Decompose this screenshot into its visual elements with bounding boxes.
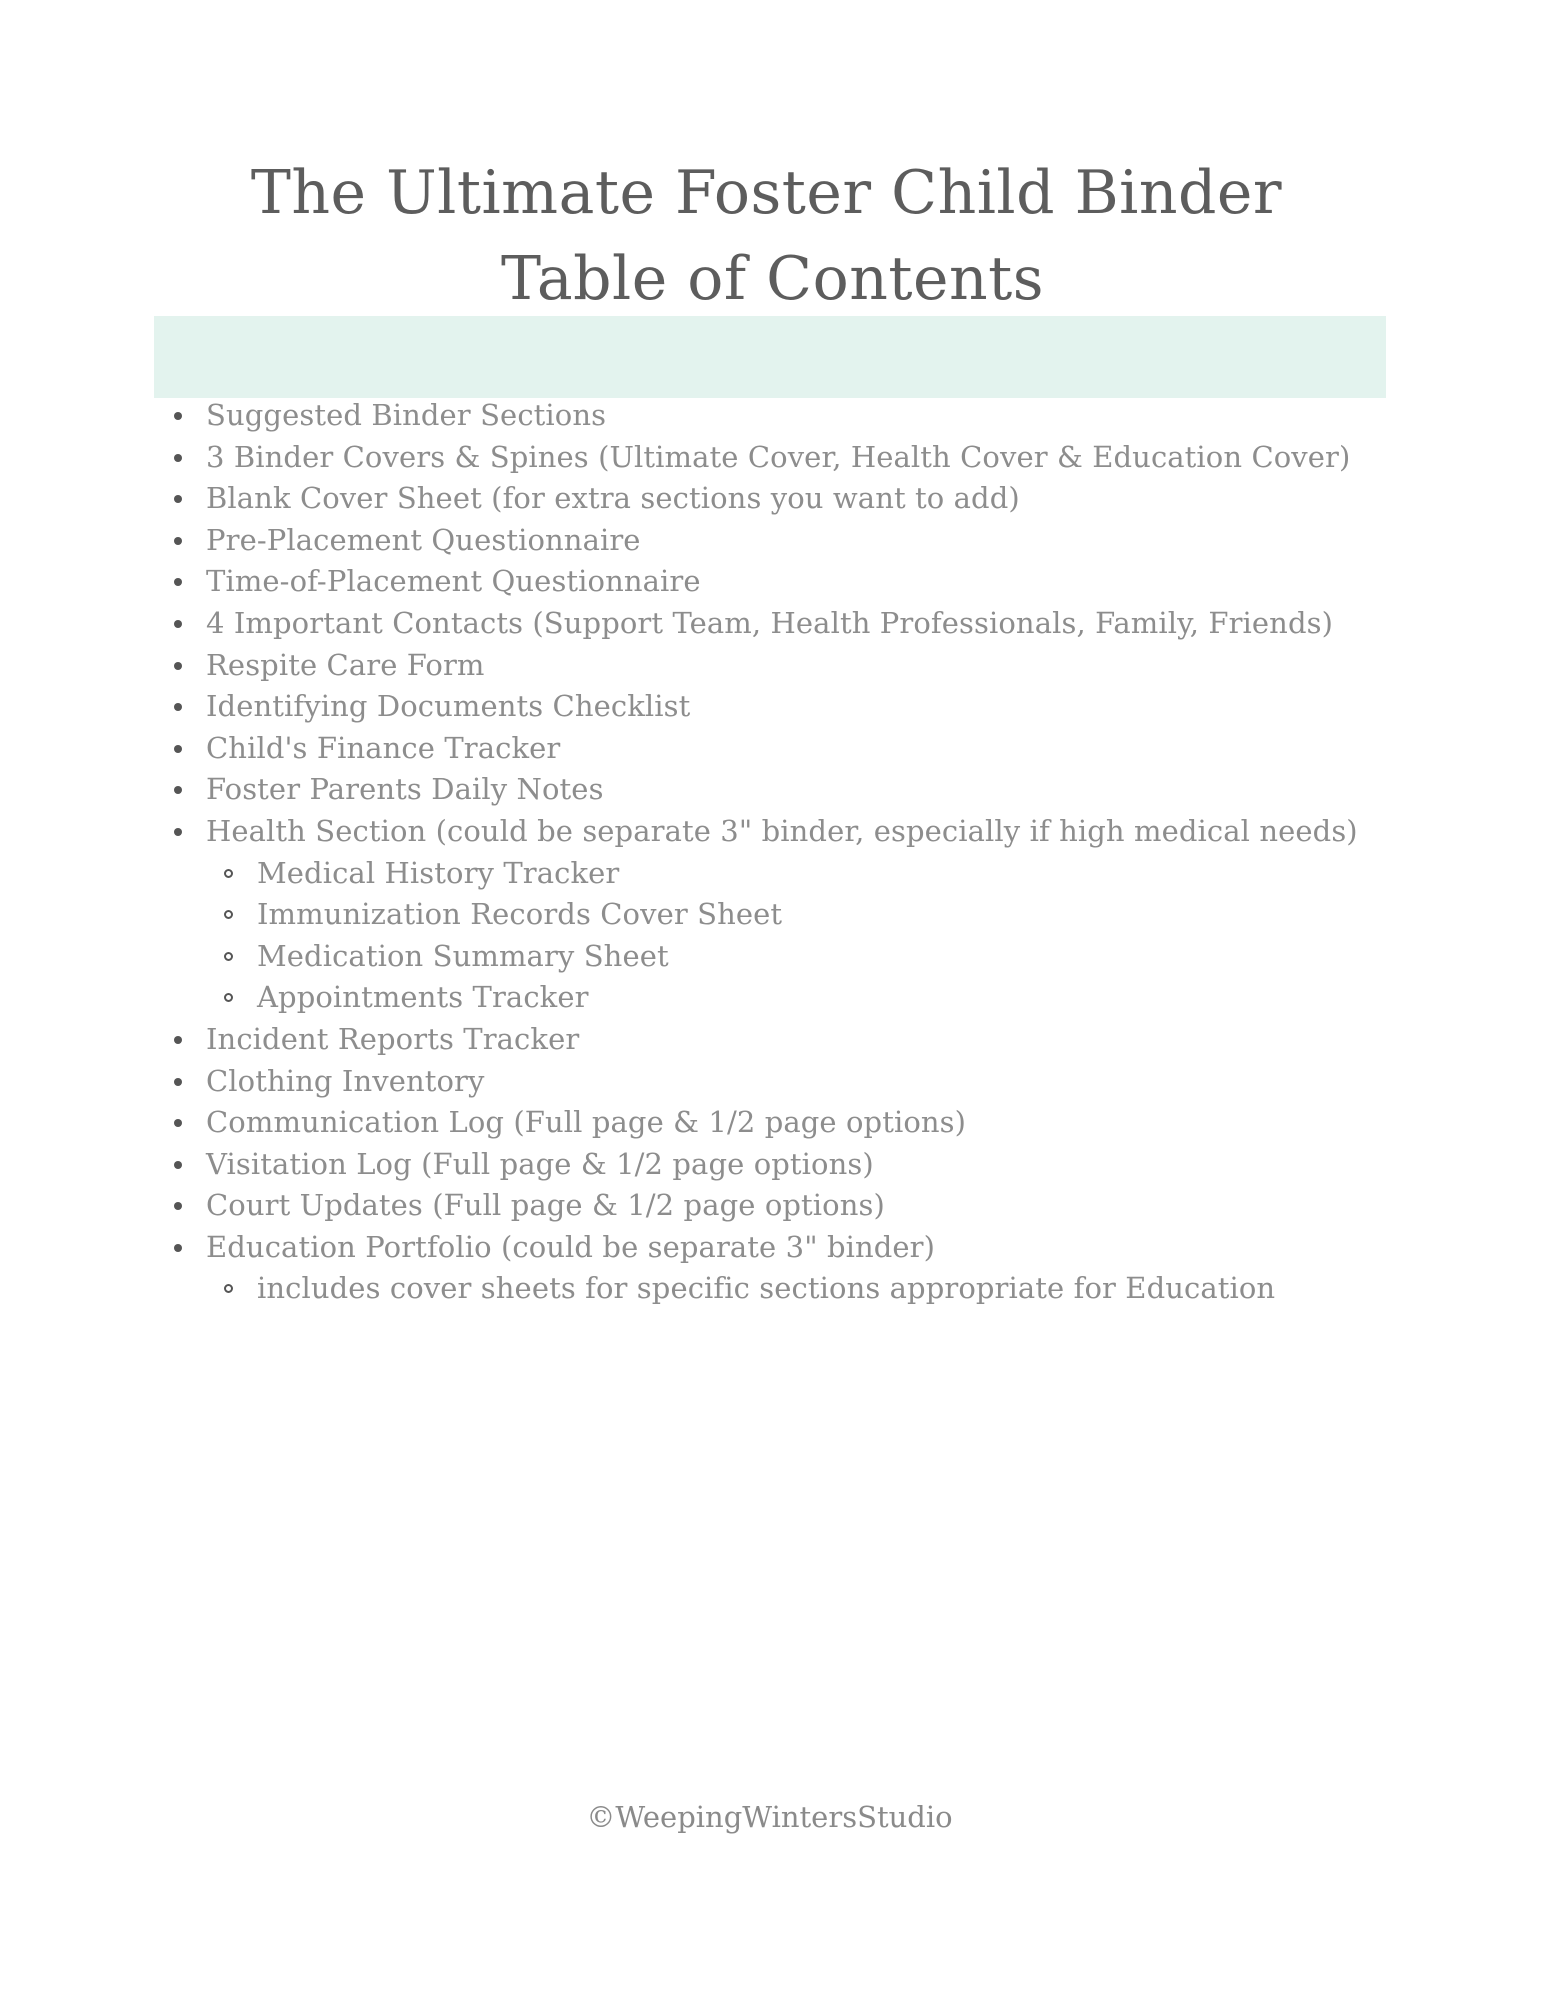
toc-item-text: Child's Finance Tracker: [206, 730, 561, 765]
bullet-icon: [174, 578, 182, 586]
toc-item-text: Blank Cover Sheet (for extra sections you want to add): [206, 481, 1020, 516]
toc-item: [154, 1185, 1394, 1227]
toc-item: [154, 1019, 1394, 1061]
toc-item: [154, 1061, 1394, 1103]
toc-item-text: Pre-Placement Questionnaire: [206, 522, 641, 557]
toc-item: [154, 728, 1394, 770]
bullet-icon: [174, 1161, 182, 1169]
copyright-footer: ©WeepingWintersStudio: [586, 1800, 953, 1834]
bullet-icon: [174, 662, 182, 670]
hollow-bullet-icon: [224, 993, 233, 1002]
toc-subitem: [154, 853, 1394, 895]
title-line-2: Table of Contents: [500, 244, 1045, 314]
bullet-icon: [174, 1078, 182, 1086]
title-accent-band: [154, 316, 1386, 398]
toc-item-text: Visitation Log (Full page & 1/2 page options): [206, 1146, 874, 1181]
toc-item-text: Identifying Documents Checklist: [206, 689, 691, 724]
toc-item: [154, 811, 1394, 853]
toc-item-text: Immunization Records Cover Sheet: [257, 897, 783, 932]
toc-item: [154, 645, 1394, 687]
bullet-icon: [174, 537, 182, 545]
toc-item-text: Time-of-Placement Questionnaire: [206, 564, 701, 599]
toc-subitem: [154, 977, 1394, 1019]
title-line-1: The Ultimate Foster Child Binder: [250, 158, 1283, 228]
bullet-icon: [174, 495, 182, 503]
toc-item-text: Clothing Inventory: [206, 1063, 485, 1098]
toc-item-text: 4 Important Contacts (Support Team, Health Professionals, Family, Friends): [206, 605, 1334, 640]
bullet-icon: [174, 1119, 182, 1127]
bullet-icon: [174, 786, 182, 794]
toc-item-text: Communication Log (Full page & 1/2 page options): [206, 1105, 967, 1140]
hollow-bullet-icon: [224, 1284, 233, 1293]
toc-item: [154, 520, 1394, 562]
toc-item-text: Respite Care Form: [206, 647, 485, 682]
toc-item-text: Foster Parents Daily Notes: [206, 772, 604, 807]
hollow-bullet-icon: [224, 869, 233, 878]
toc-item: [154, 1227, 1394, 1269]
bullet-icon: [174, 1202, 182, 1210]
hollow-bullet-icon: [224, 910, 233, 919]
toc-item-text: Incident Reports Tracker: [206, 1021, 580, 1056]
toc-item-text: 3 Binder Covers & Spines (Ultimate Cover, Health Cover & Education Cover): [206, 439, 1351, 474]
toc-item: [154, 603, 1394, 645]
bullet-icon: [174, 1244, 182, 1252]
toc-item: [154, 561, 1394, 603]
bullet-icon: [174, 1036, 182, 1044]
toc-item: [154, 437, 1394, 479]
toc-item: [154, 1102, 1394, 1144]
toc-item: [154, 478, 1394, 520]
bullet-icon: [174, 454, 182, 462]
toc-item-text: Medication Summary Sheet: [257, 938, 669, 973]
toc-subitem: [154, 1268, 1394, 1310]
toc-item-text: Medical History Tracker: [257, 855, 620, 890]
toc-subitem: [154, 936, 1394, 978]
bullet-icon: [174, 620, 182, 628]
toc-item: [154, 1144, 1394, 1186]
toc-subitem: [154, 894, 1394, 936]
table-of-contents-list: [154, 395, 1394, 1310]
toc-item-text: Suggested Binder Sections: [206, 398, 607, 432]
bullet-icon: [174, 745, 182, 753]
toc-item: [154, 769, 1394, 811]
bullet-icon: [174, 412, 182, 420]
bullet-icon: [174, 703, 182, 711]
toc-item-text: includes cover sheets for specific sections appropriate for Education: [257, 1271, 1276, 1306]
page-title: [0, 150, 1545, 322]
bullet-icon: [174, 828, 182, 836]
toc-item: [154, 686, 1394, 728]
toc-item-text: Appointments Tracker: [257, 980, 589, 1015]
toc-item-text: Court Updates (Full page & 1/2 page options): [206, 1188, 885, 1223]
toc-item-text: Education Portfolio (could be separate 3" binder): [206, 1229, 936, 1264]
toc-item-text: Health Section (could be separate 3" binder, especially if high medical needs): [206, 813, 1358, 848]
toc-item: [154, 395, 1394, 437]
hollow-bullet-icon: [224, 952, 233, 961]
